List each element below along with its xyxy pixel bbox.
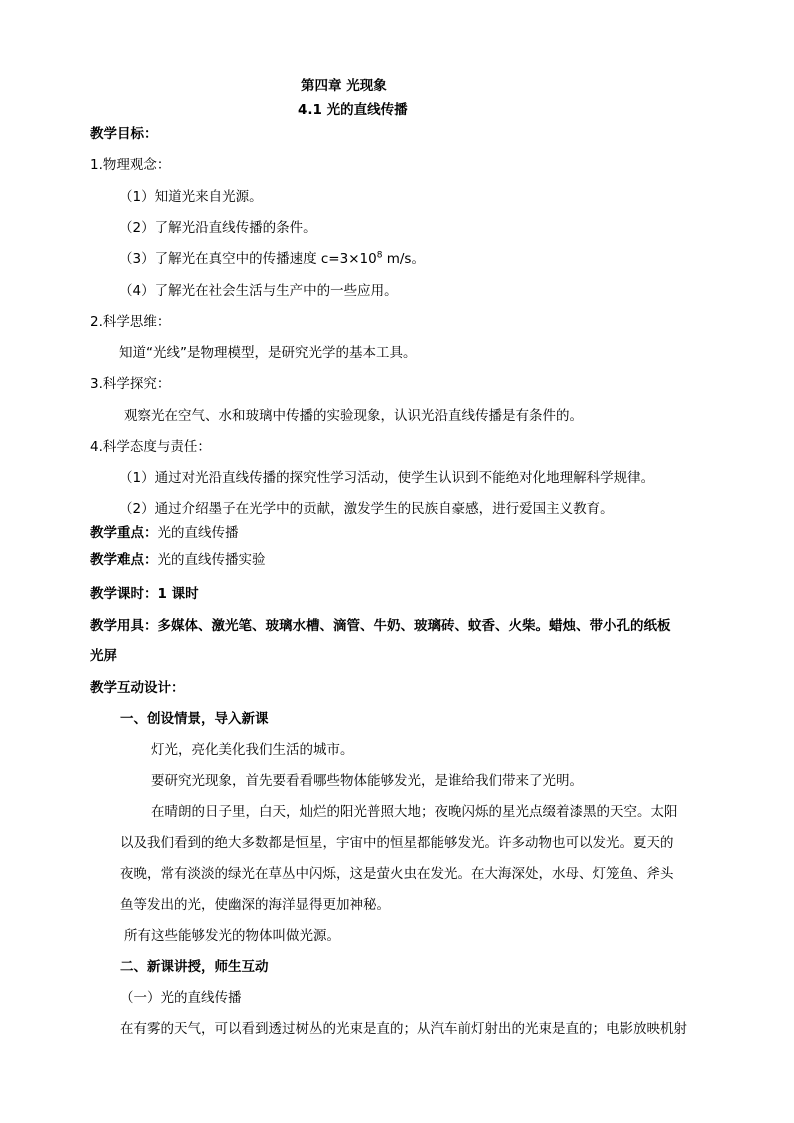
difficulty-value: 光的直线传播实验 bbox=[157, 552, 266, 568]
goal-1-item-4: （4）了解光在社会生活与生产中的一些应用。 bbox=[119, 283, 398, 299]
goal-1-item-3 bbox=[119, 249, 425, 269]
intro-paragraph-3-line-2: 以及我们看到的绝大多数都是恒星，宇宙中的恒星都能够发光。许多动物也可以发光。夏天的 bbox=[120, 835, 674, 851]
intro-paragraph-3-line-1: 在晴朗的日子里，白天，灿烂的阳光普照大地；夜晚闪烁的星光点缀着漆黑的天空。太阳 bbox=[151, 804, 678, 820]
goal-1-item-1: （1）知道光来自光源。 bbox=[119, 189, 263, 205]
speed-unit: m/s。 bbox=[382, 251, 425, 267]
design-heading: 教学互动设计： bbox=[90, 680, 185, 696]
chapter-title: 第四章 光现象 bbox=[301, 78, 387, 94]
tools-line-2: 光屏 bbox=[90, 648, 117, 664]
intro-paragraph-1: 灯光，亮化美化我们生活的城市。 bbox=[151, 742, 354, 758]
light-source-definition: 所有这些能够发光的物体叫做光源。 bbox=[124, 928, 340, 944]
goal-3-title: 3.科学探究： bbox=[90, 376, 171, 392]
goals-heading: 教学目标： bbox=[90, 126, 158, 142]
goal-2-title: 2.科学思维： bbox=[90, 314, 171, 330]
part-1-title: 一、创设情景，导入新课 bbox=[120, 711, 269, 727]
section-title: 4.1 光的直线传播 bbox=[298, 102, 408, 118]
subsection-1-title: （一）光的直线传播 bbox=[120, 990, 242, 1006]
goal-2-text: 知道“光线”是物理模型，是研究光学的基本工具。 bbox=[119, 345, 417, 361]
subsection-1-text: 在有雾的天气，可以看到透过树丛的光束是直的；从汽车前灯射出的光束是直的；电影放映机射 bbox=[120, 1021, 687, 1037]
goal-1-title: 1.物理观念： bbox=[90, 157, 171, 173]
goal-3-text: 观察光在空气、水和玻璃中传播的实验现象，认识光沿直线传播是有条件的。 bbox=[124, 408, 583, 424]
goal-1-item-2: （2）了解光沿直线传播的条件。 bbox=[119, 220, 317, 236]
key-point-label: 教学重点： bbox=[90, 525, 158, 541]
goal-4-item-1: （1）通过对光沿直线传播的探究性学习活动，使学生认识到不能绝对化地理解科学规律。 bbox=[119, 470, 655, 486]
goal-4-title: 4.科学态度与责任： bbox=[90, 439, 211, 455]
intro-paragraph-3-line-3: 夜晚，常有淡淡的绿光在草丛中闪烁，这是萤火虫在发光。在大海深处，水母、灯笼鱼、斧头 bbox=[120, 866, 674, 882]
speed-text: （3）了解光在真空中的传播速度 c=3×10 bbox=[119, 251, 377, 267]
intro-paragraph-2: 要研究光现象，首先要看看哪些物体能够发光，是谁给我们带来了光明。 bbox=[151, 773, 583, 789]
speed-exponent: 8 bbox=[376, 250, 383, 261]
goal-4-item-2: （2）通过介绍墨子在光学中的贡献，激发学生的民族自豪感，进行爱国主义教育。 bbox=[119, 501, 614, 517]
class-hours: 教学课时：1 课时 bbox=[90, 586, 199, 602]
part-2-title: 二、新课讲授，师生互动 bbox=[120, 959, 269, 975]
difficulty-label: 教学难点： bbox=[90, 552, 158, 568]
tools-line-1: 教学用具：多媒体、激光笔、玻璃水槽、滴管、牛奶、玻璃砖、蚊香、火柴。蜡烛、带小孔的纸板 bbox=[90, 618, 671, 634]
difficulty bbox=[90, 550, 266, 570]
key-point bbox=[90, 523, 239, 543]
intro-paragraph-3-line-4: 鱼等发出的光，使幽深的海洋显得更加神秘。 bbox=[120, 897, 390, 913]
key-point-value: 光的直线传播 bbox=[157, 525, 239, 541]
